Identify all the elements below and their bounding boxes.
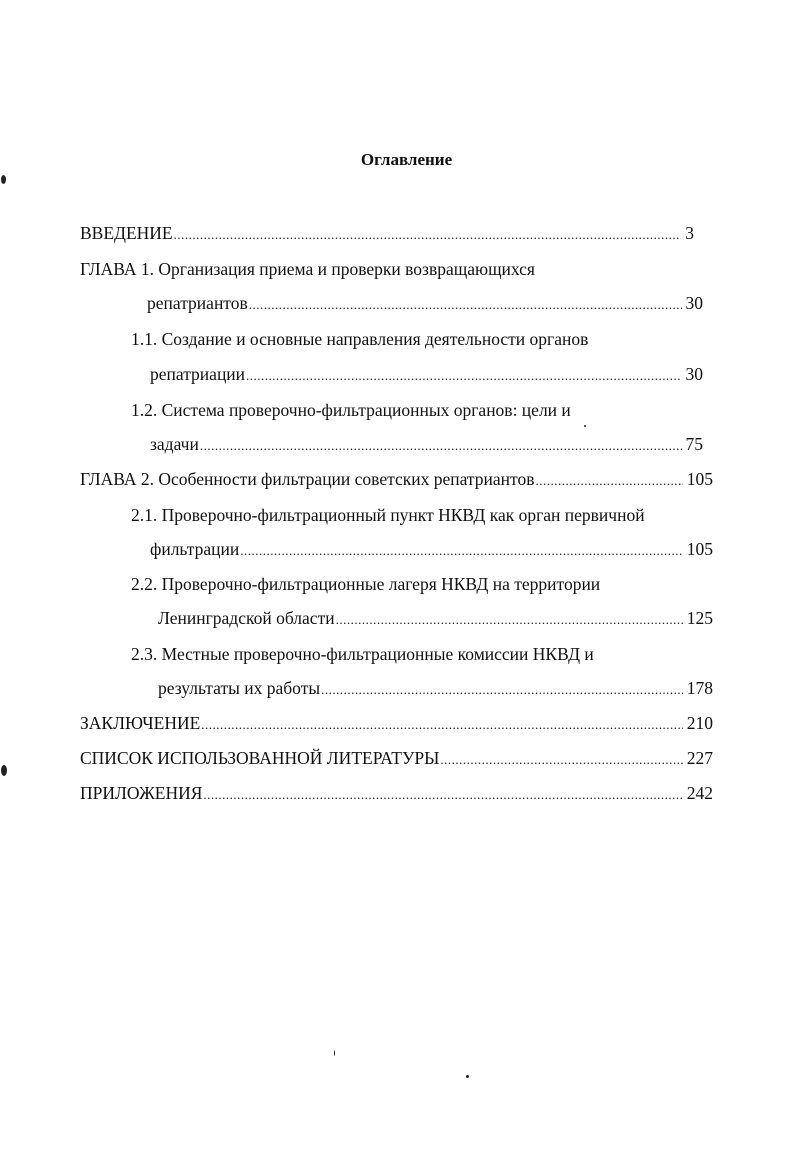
toc-page-number: 30 [685, 364, 703, 384]
dot-leader [240, 540, 683, 562]
toc-entry-section-2-3-cont[interactable] [158, 677, 713, 701]
scan-speck [466, 1075, 469, 1078]
dot-leader [336, 609, 683, 631]
toc-entry-chapter-1-cont[interactable] [147, 292, 703, 316]
scan-speck [1, 175, 6, 184]
toc-entry-text: ПРИЛОЖЕНИЯ [80, 783, 203, 803]
toc-entry-intro[interactable] [80, 222, 694, 246]
toc-page-number: 105 [686, 469, 713, 489]
dot-leader [203, 784, 682, 806]
toc-page-number: 242 [686, 783, 713, 803]
toc-entry-text: ГЛАВА 2. Особенности фильтрации советских репатриантов [80, 469, 535, 489]
toc-entry-section-2-3[interactable] [131, 643, 711, 665]
toc-entry-text: СПИСОК ИСПОЛЬЗОВАННОЙ ЛИТЕРАТУРЫ [80, 748, 440, 768]
dot-leader [535, 470, 682, 492]
toc-entry-literature[interactable] [80, 747, 713, 771]
toc-entry-section-1-1[interactable] [131, 328, 711, 350]
toc-entry-text: ЗАКЛЮЧЕНИЕ [80, 713, 201, 733]
toc-entry-chapter-2[interactable] [80, 468, 713, 492]
toc-page-number: 125 [686, 608, 713, 628]
toc-entry-text: 1.2. Система проверочно-фильтрационных органов: цели и [131, 400, 571, 420]
toc-entry-section-1-2[interactable] [131, 399, 711, 421]
dot-leader [440, 749, 682, 771]
toc-entry-chapter-1[interactable] [80, 258, 710, 280]
toc-entry-text: ГЛАВА 1. Организация приема и проверки возвращающихся [80, 259, 535, 279]
toc-entry-appendix[interactable] [80, 782, 713, 806]
toc-page-number: 210 [686, 713, 713, 733]
toc-entry-section-2-1-cont[interactable] [150, 538, 713, 562]
toc-page-number: 178 [686, 678, 713, 698]
toc-entry-text: результаты их работы [158, 678, 321, 698]
dot-leader [200, 435, 682, 457]
toc-entry-section-2-2[interactable] [131, 573, 711, 595]
toc-page-number: 227 [686, 748, 713, 768]
toc-entry-text: 1.1. Создание и основные направления деятельности органов [131, 329, 589, 349]
toc-page-number: 105 [686, 539, 713, 559]
dot-leader [246, 365, 681, 387]
toc-entry-section-2-1[interactable] [131, 504, 721, 526]
toc-entry-text: репатриации [150, 364, 246, 384]
toc-page-number: 3 [685, 223, 694, 243]
dot-leader [174, 224, 682, 246]
toc-entry-text: Ленинградской области [158, 608, 335, 628]
toc-entry-text: фильтрации [150, 539, 240, 559]
scan-speck [334, 1050, 335, 1056]
toc-entry-text: 2.3. Местные проверочно-фильтрационные комиссии НКВД и [131, 644, 594, 664]
dot-leader [321, 679, 683, 701]
dot-leader [201, 714, 682, 736]
toc-entry-text: ВВЕДЕНИЕ [80, 223, 173, 243]
scan-speck [584, 425, 586, 427]
toc-entry-section-2-2-cont[interactable] [158, 607, 713, 631]
toc-page-number: 75 [685, 434, 703, 454]
toc-entry-section-1-1-cont[interactable] [150, 363, 703, 387]
dot-leader [249, 294, 682, 316]
toc-page-number: 30 [685, 293, 703, 313]
toc-entry-text: 2.2. Проверочно-фильтрационные лагеря НКВД на территории [131, 574, 601, 594]
toc-entry-text: репатриантов [147, 293, 248, 313]
toc-entry-section-1-2-cont[interactable] [150, 433, 703, 457]
toc-entry-text: 2.1. Проверочно-фильтрационный пункт НКВД как орган первичной [131, 505, 645, 525]
page-title: Оглавление [360, 150, 453, 169]
toc-entry-text: задачи [150, 434, 199, 454]
scan-speck [1, 765, 7, 776]
toc-entry-conclusion[interactable] [80, 712, 713, 736]
